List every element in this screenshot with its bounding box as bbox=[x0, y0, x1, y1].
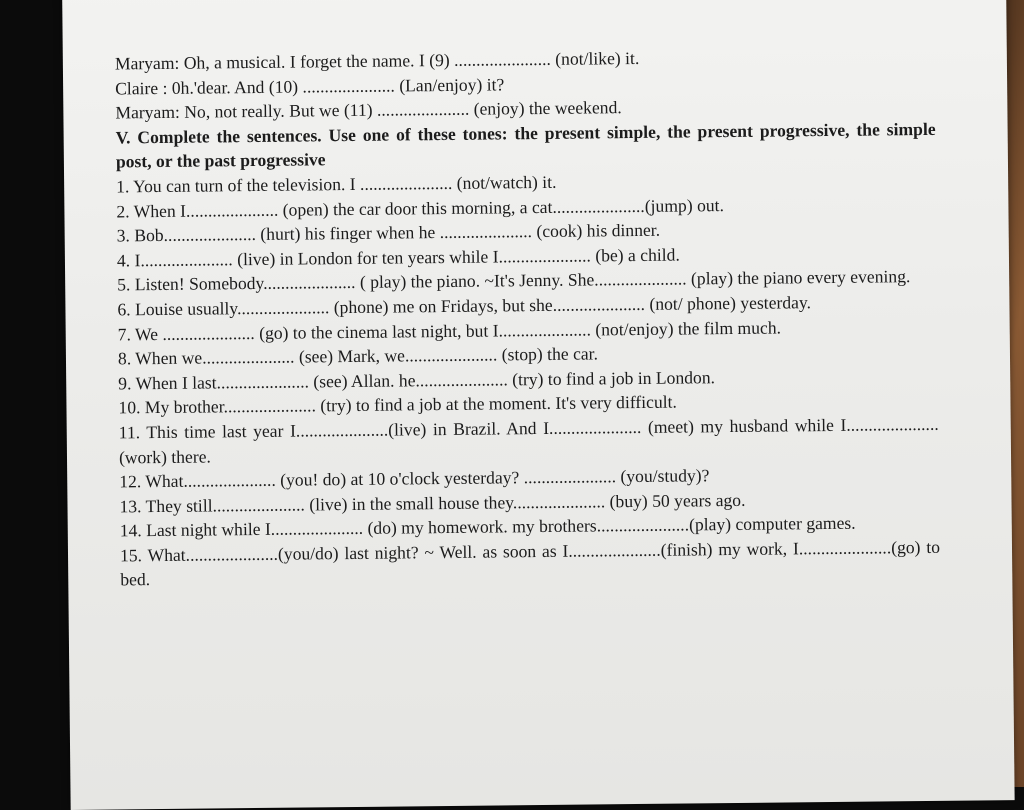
exercise-item: 7. We ..................... (go) to the cinema last night, but I..................... (not/enjoy) the film much. bbox=[117, 317, 782, 344]
exercise-item: 14. Last night while I..................... (do) my homework. my brothers.....................(play) computer games. bbox=[119, 513, 856, 541]
exercise-item: 8. When we..................... (see) Mark, we..................... (stop) the car. bbox=[117, 343, 599, 369]
worksheet-content bbox=[115, 43, 941, 593]
dialogue-line: Claire : 0h.'dear. And (10) ..................... (Lan/enjoy) it? bbox=[115, 73, 505, 99]
exercise-item: 9. When I last..................... (see) Allan. he..................... (try) to find a job in London. bbox=[118, 366, 716, 394]
exercise-item: 12. What..................... (you! do) at 10 o'clock yesterday? ..................... (you/study)? bbox=[119, 465, 710, 492]
exercise-item: 11. This time last year I.....................(live) in Brazil. And I..................... (meet) my husband while I.....................(work) there. bbox=[118, 413, 939, 467]
exercise-item: 2. When I..................... (open) the car door this morning, a cat.....................(jump) out. bbox=[116, 194, 725, 222]
worksheet-paper bbox=[62, 0, 1015, 810]
exercise-item: 13. They still..................... (live) in the small house they..................... (buy) 50 years ago. bbox=[119, 489, 746, 517]
section-heading: V. Complete the sentences. Use one of these tones: the present simple, the present progressive, the simple post, or the past progressive bbox=[115, 118, 936, 172]
exercise-item: 1. You can turn of the television. I ..................... (not/watch) it. bbox=[116, 171, 557, 197]
exercise-item: 6. Louise usually..................... (phone) me on Fridays, but she..................... (not/ phone) yesterday. bbox=[117, 292, 812, 320]
exercise-item: 5. Listen! Somebody..................... ( play) the piano. ~It's Jenny. She..................... (play) the piano every evening. bbox=[117, 266, 911, 295]
exercise-item: 10. My brother..................... (try) to find a job at the moment. It's very difficult. bbox=[118, 391, 677, 418]
exercise-item: 3. Bob..................... (hurt) his finger when he ..................... (cook) his dinner. bbox=[116, 219, 661, 246]
dialogue-line: Maryam: Oh, a musical. I forget the name. I (9) ...................... (not/like) it. bbox=[114, 47, 640, 74]
exercise-item: 4. I..................... (live) in London for ten years while I..................... (be) a child. bbox=[116, 244, 680, 271]
dialogue-line: Maryam: No, not really. But we (11) ..................... (enjoy) the weekend. bbox=[115, 97, 622, 123]
exercise-item: 15. What.....................(you/do) last night? ~ Well. as soon as I.....................(finish) my work, I.....................(go) to bed. bbox=[119, 536, 941, 590]
